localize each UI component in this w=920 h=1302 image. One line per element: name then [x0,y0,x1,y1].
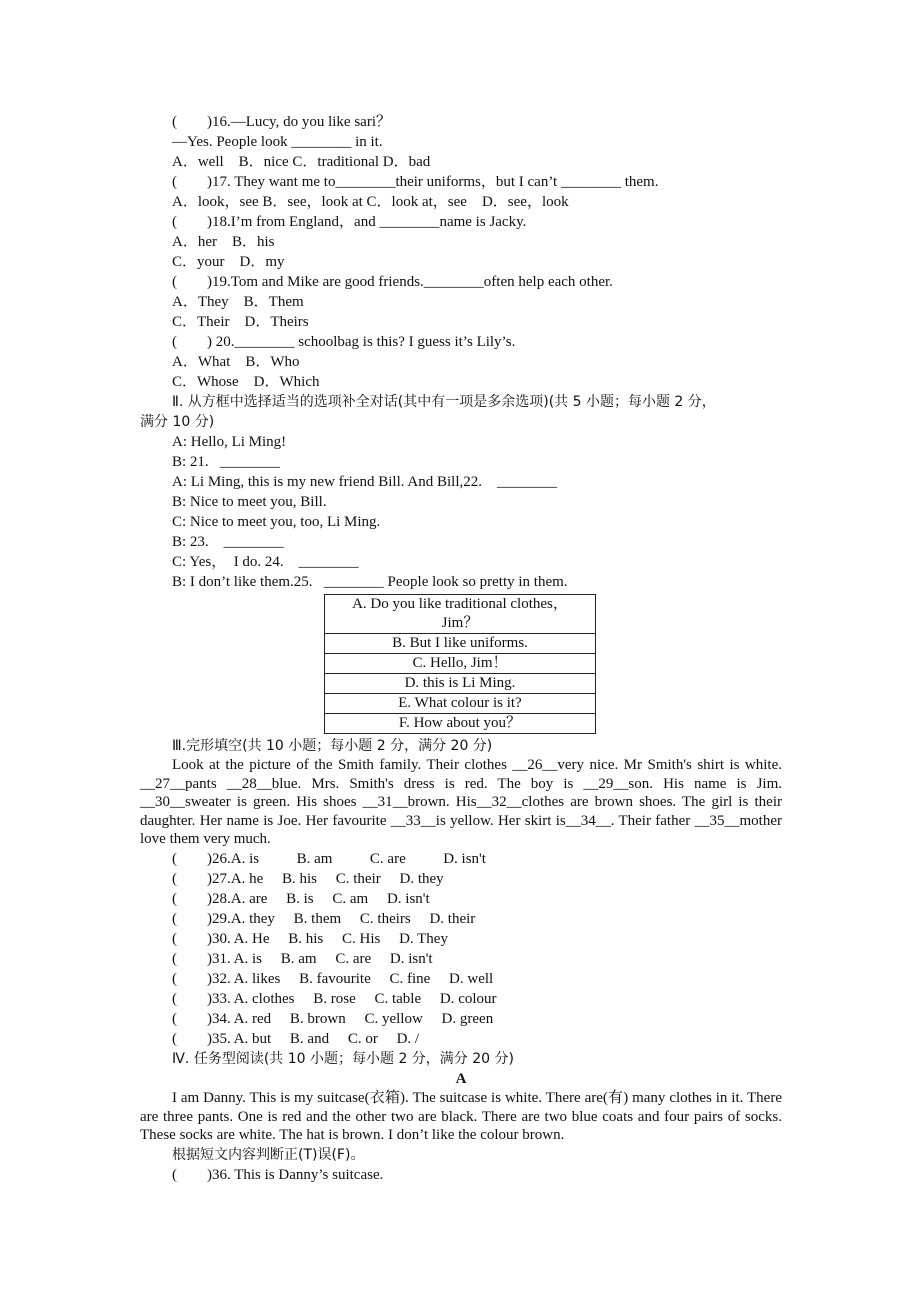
section-heading: Ⅲ.完形填空(共 10 小题；每小题 2 分，满分 20 分) [172,738,493,754]
option-line: A．They B．Them [172,294,304,310]
option-line: C．Their D．Theirs [172,314,309,330]
cloze-question: ( )35. A. but B. and C. or D. / [172,1030,420,1047]
option-line: A．What B．Who [172,354,300,370]
section-heading-cont: 满分 10 分) [140,414,215,430]
dialogue-line: B: Nice to meet you, Bill. [172,494,327,510]
option-line: C．Whose D．Which [172,374,320,390]
option-cell: C. Hello, Jim！ [325,654,596,674]
question-line: ( ) 20.________ schoolbag is this? I guess it’s Lily’s. [172,334,516,350]
cloze-passage: Look at the picture of the Smith family. Their clothes __26__very nice. Mr Smith's shirt is white. __27__pants __28__blue. Mrs. Smith's dress is red. The boy is __29__son. His name is Jim. __30__sweater is green. His shoes __31__brown. His__32__clothes are brown shoes. The girl is their daughter. Her name is Joe. Her favourite __33__is yellow. Her skirt is__34__. Their father __35__mother love them very much. [140,757,782,848]
part2-section [140,392,782,734]
option-cell: F. How about you？ [325,714,596,734]
dialogue-line: B: 21. ________ [172,454,280,470]
question-line: —Yes. People look ________ in it. [172,134,383,150]
option-cell: B. But I like uniforms. [325,634,596,654]
question-line: ( )18.I’m from England，and ________name is Jacky. [172,214,527,230]
dialogue-line: A: Hello, Li Ming! [172,434,287,450]
dialogue-line: B: I don’t like them.25. ________ People look so pretty in them. [172,574,568,590]
question-line: ( )17. They want me to________their uniforms，but I can’t ________ them. [172,174,659,190]
cloze-question: ( )31. A. is B. am C. are D. isn't [172,950,433,967]
option-line: A．well B．nice C．traditional D．bad [172,154,431,170]
dialogue-line: C: Nice to meet you, too, Li Ming. [172,514,381,530]
part4-section [140,1049,782,1185]
question-line: ( )19.Tom and Mike are good friends.________often help each other. [172,274,613,290]
part1-questions [140,112,782,392]
cloze-question: ( )30. A. He B. his C. His D. They [172,930,448,947]
exam-page [140,112,782,1185]
passage-label: A [455,1070,467,1087]
section-heading: Ⅱ. 从方框中选择适当的选项补全对话(其中有一项是多余选项)(共 5 小题；每小题 2 分， [172,394,716,410]
dialogue-line: A: Li Ming, this is my new friend Bill. And Bill,22. ________ [172,474,558,490]
option-cell: A. Do you like traditional clothes， Jim？ [325,595,596,634]
cloze-question: ( )26.A. is B. am C. are D. isn't [172,850,486,867]
section-heading: Ⅳ. 任务型阅读(共 10 小题；每小题 2 分，满分 20 分) [172,1050,514,1067]
option-line: C．your D．my [172,254,285,270]
cloze-question: ( )34. A. red B. brown C. yellow D. green [172,1010,494,1027]
dialogue-line: C: Yes， I do. 24. ________ [172,554,359,570]
cloze-question: ( )32. A. likes B. favourite C. fine D. well [172,970,494,987]
options-box [324,594,596,734]
cloze-question: ( )28.A. are B. is C. am D. isn't [172,890,430,907]
cloze-question: ( )33. A. clothes B. rose C. table D. colour [172,990,497,1007]
cloze-question: ( )29.A. they B. them C. theirs D. their [172,910,476,927]
option-cell: D. this is Li Ming. [325,674,596,694]
option-line: A．look，see B．see，look at C．look at，see D．see，look [172,194,569,210]
dialogue-line: B: 23. ________ [172,534,284,550]
option-cell: E. What colour is it? [325,694,596,714]
part3-section [140,736,782,1049]
question-line: ( )16.—Lucy, do you like sari？ [172,114,391,130]
option-line: A．her B．his [172,234,275,250]
cloze-question: ( )27.A. he B. his C. their D. they [172,870,444,887]
instruction: 根据短文内容判断正(T)误(F)。 [172,1146,365,1163]
reading-passage: I am Danny. This is my suitcase(衣箱). The suitcase is white. There are(有) many clothes in it. There are three pants. One is red and the other two are black. There are two blue coats and four pairs of socks. These socks are white. The hat is brown. I don’t like the colour brown. [140,1089,782,1144]
tf-question: ( )36. This is Danny’s suitcase. [172,1166,384,1183]
